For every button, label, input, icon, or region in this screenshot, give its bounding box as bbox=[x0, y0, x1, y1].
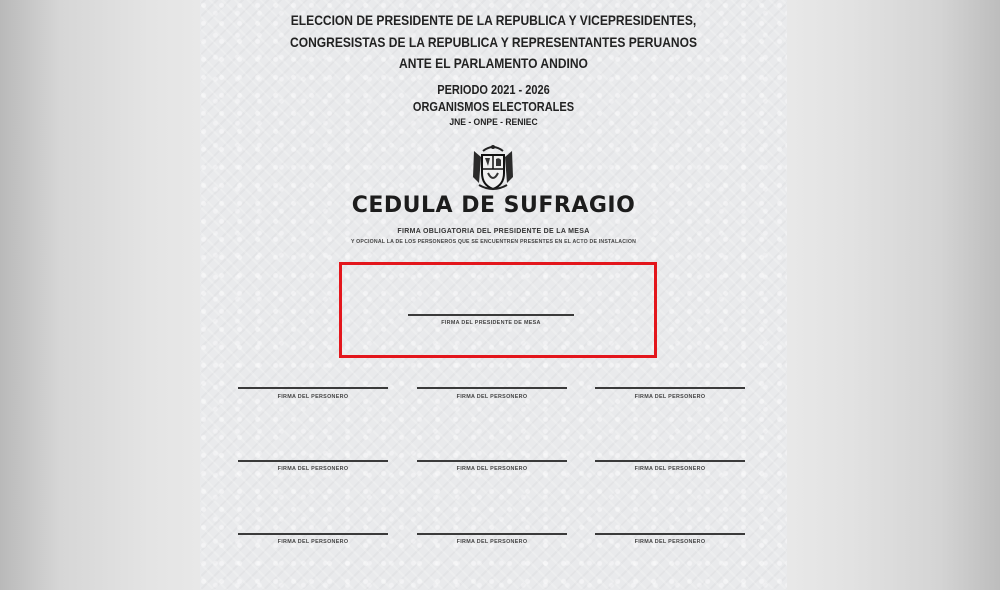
header-title-line-3: ANTE EL PARLAMENTO ANDINO bbox=[399, 55, 588, 71]
personero-signature-label: FIRMA DEL PERSONERO bbox=[456, 466, 528, 472]
personero-signature-label: FIRMA DEL PERSONERO bbox=[277, 466, 349, 472]
national-coat-of-arms-icon bbox=[471, 143, 515, 191]
subtitle-line-1: FIRMA OBLIGATORIA DEL PRESIDENTE DE LA MESA bbox=[397, 228, 590, 235]
president-signature-label: FIRMA DEL PRESIDENTE DE MESA bbox=[441, 320, 541, 326]
personero-signature-line[interactable] bbox=[238, 460, 388, 462]
personero-signature-label: FIRMA DEL PERSONERO bbox=[634, 394, 706, 400]
personero-signature-line[interactable] bbox=[595, 460, 745, 462]
ballot-title: CEDULA DE SUFRAGIO bbox=[351, 193, 636, 218]
header-entities: JNE - ONPE - RENIEC bbox=[449, 117, 538, 128]
personero-signature-line[interactable] bbox=[595, 387, 745, 389]
personero-signature-line[interactable] bbox=[417, 387, 567, 389]
personero-signature-label: FIRMA DEL PERSONERO bbox=[634, 466, 706, 472]
subtitle-line-2: Y OPCIONAL LA DE LOS PERSONEROS QUE SE ENCUENTREN PRESENTES EN EL ACTO DE INSTALACION bbox=[350, 239, 637, 245]
personero-signature-line[interactable] bbox=[238, 387, 388, 389]
header-title-line-2: CONGRESISTAS DE LA REPUBLICA Y REPRESENTANTES PERUANOS bbox=[290, 34, 697, 50]
personero-signature-label: FIRMA DEL PERSONERO bbox=[634, 539, 706, 545]
personero-signature-label: FIRMA DEL PERSONERO bbox=[277, 539, 349, 545]
personero-signature-label: FIRMA DEL PERSONERO bbox=[277, 394, 349, 400]
personero-signature-label: FIRMA DEL PERSONERO bbox=[456, 394, 528, 400]
header-organisms: ORGANISMOS ELECTORALES bbox=[412, 100, 575, 114]
president-signature-line[interactable] bbox=[408, 314, 574, 316]
personero-signature-line[interactable] bbox=[417, 460, 567, 462]
personero-signature-label: FIRMA DEL PERSONERO bbox=[456, 539, 528, 545]
ballot-sheet bbox=[200, 0, 787, 590]
president-signature-highlight bbox=[339, 262, 657, 358]
header-title-line-1: ELECCION DE PRESIDENTE DE LA REPUBLICA Y VICEPRESIDENTES, bbox=[290, 12, 697, 28]
header-period: PERIODO 2021 - 2026 bbox=[437, 83, 550, 97]
personero-signature-line[interactable] bbox=[238, 533, 388, 535]
personero-signature-line[interactable] bbox=[417, 533, 567, 535]
personero-signature-line[interactable] bbox=[595, 533, 745, 535]
